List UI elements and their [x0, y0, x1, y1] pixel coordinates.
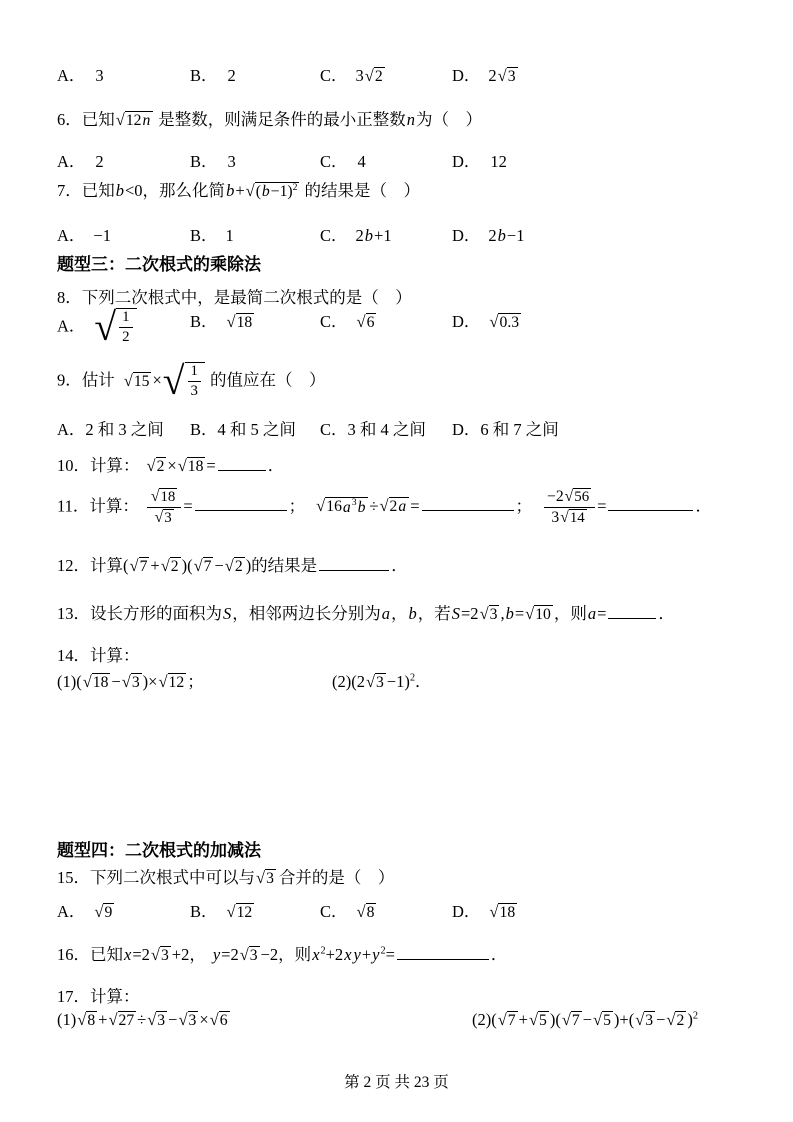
- radical: √ 2: [224, 556, 243, 575]
- answer-blank: [608, 495, 693, 512]
- radical: √ 56: [564, 488, 590, 505]
- option-a: A． 3: [57, 66, 104, 85]
- part-2: (2)( √ 7 + √ 5 )( √ 7 − √ 5 )+( √ 3 − √ 2 )$^2$: [472, 1010, 698, 1029]
- option-c: C． √ 8: [320, 902, 375, 921]
- option-a: A． √ $\frac{1}{2}$: [57, 308, 138, 348]
- question-text: 17．计算：: [57, 987, 140, 1006]
- option-c: C． 3 √ 2: [320, 66, 383, 85]
- radical: √ 12: [226, 902, 253, 921]
- option-a: A． −1: [57, 226, 111, 245]
- answer-blank: [218, 455, 266, 472]
- option-b: B．4 和 5 之间: [190, 420, 296, 439]
- fraction: [147, 488, 181, 527]
- radical: √ 12: [158, 672, 185, 691]
- radical: √ 2: [160, 556, 179, 575]
- option-a: A． 2: [57, 152, 104, 171]
- heading-text: 题型三：二次根式的乘除法: [57, 255, 261, 274]
- option-d: D． √ 0.3: [452, 312, 520, 331]
- option-c: C． 2b+1: [320, 226, 392, 245]
- answer-blank: [608, 603, 656, 620]
- radical: √ 14: [560, 509, 585, 527]
- radical: √ 2: [146, 456, 165, 475]
- part-2: (2)(2 √ 3 −1)$^2$．: [332, 672, 432, 691]
- radical: √ 6: [356, 312, 375, 331]
- part-1: (1) √ 8 + √ 27 ÷ √ 3 − √ 3 × √ 6: [57, 1010, 228, 1029]
- radical: √ 3: [479, 604, 498, 623]
- radical: √ 27: [108, 1010, 135, 1029]
- radical: √ 18: [82, 672, 109, 691]
- question-text: 15．下列二次根式中可以与 √ 3 合并的是（ ）: [57, 868, 395, 887]
- radical: √ 5: [593, 1010, 611, 1029]
- answer-blank: [422, 495, 514, 512]
- option-b: B． 1: [190, 226, 234, 245]
- radical: √ 8: [77, 1010, 96, 1029]
- question-text: 16．已知x=2 √ 3 +2， y=2 √ 3 −2，则$x^2+2x$ $y+y^2=$ ．: [57, 945, 508, 964]
- radical: √ 3: [154, 509, 172, 527]
- fraction: −2 √ 56 3 √ 14: [544, 488, 595, 527]
- question-text: 10．计算： √ 2 × √ 18 = ．: [57, 456, 285, 475]
- option-a: A．2 和 3 之间: [57, 420, 164, 439]
- option-d: D． 2b−1: [452, 226, 525, 245]
- option-d: D．6 和 7 之间: [452, 420, 559, 439]
- option-b: B． 2: [190, 66, 236, 85]
- radical: √ 18: [150, 488, 176, 505]
- radical: √ 5: [528, 1010, 547, 1029]
- option-b: B． 3: [190, 152, 236, 171]
- option-c: C． √ 6: [320, 312, 375, 331]
- radical: √ $(b-1)^2$: [245, 181, 298, 201]
- radical: √ 3: [178, 1010, 197, 1029]
- radical: √ 3: [497, 66, 516, 85]
- radical: √ 7: [561, 1010, 580, 1029]
- radical: √ $16a^3b$: [316, 497, 368, 515]
- radical: √ 7: [129, 556, 148, 575]
- radical: √ 8: [356, 902, 375, 921]
- option-d: D． 2 √ 3: [452, 66, 516, 85]
- answer-blank: [195, 495, 287, 512]
- radical: √ 3: [239, 945, 258, 964]
- question-text: 11．计算： √ 18 √ 3 = ； √ $16a^3b$ ÷ √ 2a = ； −2 √ 56 3 √ 14 = ．: [57, 488, 712, 527]
- fraction: $\frac{1}{2}$: [119, 309, 132, 346]
- question-text: 14．计算：: [57, 646, 140, 665]
- option-b: B． √ 12: [190, 902, 253, 921]
- radical: √ 18: [226, 312, 253, 331]
- radical: √ 18: [489, 902, 516, 921]
- option-d: D． √ 18: [452, 902, 516, 921]
- radical: √ 3: [147, 1010, 166, 1029]
- radical: √ 0.3: [489, 312, 520, 331]
- option-d: D． 12: [452, 152, 507, 171]
- page-number: 第 2 页 共 23 页: [344, 1074, 449, 1091]
- heading-text: 题型四：二次根式的加减法: [57, 841, 261, 860]
- radical: √ 2: [364, 66, 383, 85]
- option-c: C．3 和 4 之间: [320, 420, 426, 439]
- radical: √ 12n: [116, 111, 154, 129]
- radical: √ $\frac{1}{2}$: [94, 308, 136, 348]
- radical: √ 18: [177, 456, 204, 475]
- answer-blank: [397, 944, 489, 961]
- option-a: A． √ 9: [57, 902, 113, 921]
- radical: √ 7: [497, 1010, 516, 1029]
- radical: √ 3: [365, 672, 384, 691]
- fraction: $\frac{1}{3}$: [188, 363, 201, 400]
- question-text: 12．计算( √ 7 + √ 2 )( √ 7 − √ 2 )的结果是 ．: [57, 556, 408, 575]
- radical: √ 3: [635, 1010, 654, 1029]
- question-text: 8．下列二次根式中，是最简二次根式的是（ ）: [57, 288, 412, 307]
- question-text: 13．设长方形的面积为S，相邻两边长分别为a，b，若S=2 √ 3 ,b= √ 10 ，则a= ．: [57, 604, 675, 623]
- radical: √ 2a: [379, 497, 409, 515]
- answer-blank: [319, 555, 389, 572]
- radical: √ 7: [193, 556, 212, 575]
- question-text: 7．已知b<0，那么化简b+ √ $(b-1)^2$ 的结果是（ ）: [57, 181, 420, 201]
- radical: √ 9: [94, 902, 113, 921]
- radical: √ 15: [123, 370, 150, 390]
- radical: √ $\frac{1}{3}$: [163, 362, 205, 402]
- question-text: 6．已知 √ 12n 是整数，则满足条件的最小正整数n为（ ）: [57, 110, 483, 129]
- question-text: 9．估计 √ 15 × √ $\frac{1}{3}$ 的值应在（ ）: [57, 359, 326, 403]
- radical: √ 10: [525, 604, 551, 623]
- radical: √ 3: [150, 945, 169, 964]
- radical: √ 3: [121, 672, 140, 691]
- part-1: (1)( √ 18 − √ 3 )× √ 12 ；: [57, 672, 204, 691]
- radical: √ 3: [256, 868, 274, 887]
- option-b: B． √ 18: [190, 312, 253, 331]
- option-c: C． 4: [320, 152, 366, 171]
- radical: √ 2: [666, 1010, 685, 1029]
- radical: √ 6: [209, 1010, 228, 1029]
